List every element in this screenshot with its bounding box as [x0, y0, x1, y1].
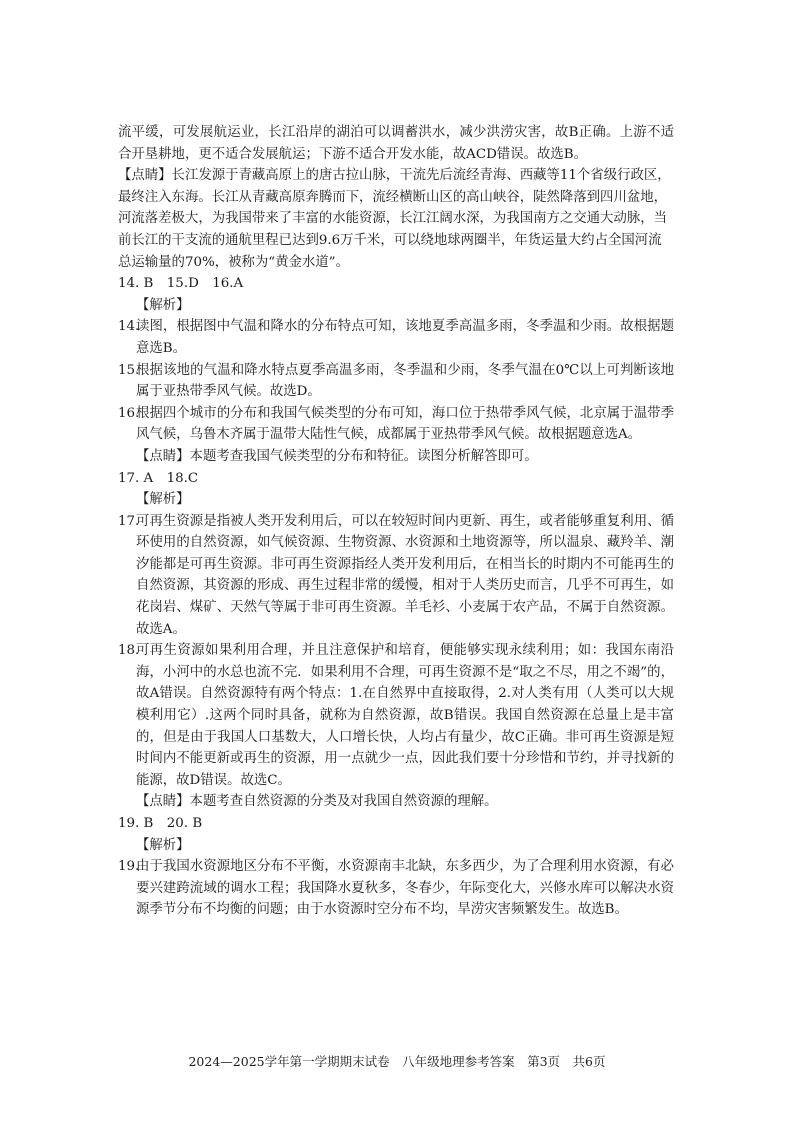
- answer-content: [118, 122, 674, 921]
- answer-line-14-16: 14. B 15.D 16.A: [118, 276, 244, 292]
- explanation-17: [118, 511, 674, 641]
- explanation-19: [118, 856, 674, 921]
- continued-explanation: 流平缓，可发展航运业，长江沿岸的湖泊可以调蓄洪水，减少洪涝灾害，故B正确。上游不适合开垦耕地，更不适合发展航运；下游不适合开发水能，故ACD错误。故选B。: [118, 125, 674, 162]
- question-number: 15.: [118, 362, 140, 378]
- page-footer: 2024—2025学年第一学期期末试卷 八年级地理参考答案 第3页 共6页: [188, 1054, 606, 1069]
- explanation-16: [118, 403, 674, 446]
- explanation-text: 根据该地的气温和降水特点夏季高温多雨，冬季温和少雨，冬季气温在0℃以上可判断该地属于亚热带季风气候。故选D。: [136, 362, 674, 400]
- answer-line-19-20: 19. B 20. B: [118, 816, 203, 831]
- explanation-text: 根据四个城市的分布和我国气候类型的分布可知，海口位于热带季风气候，北京属于温带季风气候，乌鲁木齐属于温带大陆性气候，成都属于亚热带季风气候。故根据题意选A。: [136, 405, 674, 443]
- explanation-text: 可再生资源如果利用合理，并且注意保护和培育，便能够实现永续利用；如：我国东南沿海，小河中的水总也流不完．如果利用不合理，可再生资源不是“取之不尽，用之不竭”的，故A错误。自然资源特有两个特点：1.在自然界中直接取得，2.对人类有用（人类可以大规模利用它）.这两个同时具备，就称为自然资源，故B错误。我国自然资源在总量上是丰富的，但是由于我国人口基数大，人口增长快，人均占有量少，故C正确。非可再生资源是短时间内不能更新或再生的资源，用一点就少一点，因此我们要十分珍惜和节约，并寻找新的能源，故D错误。故选C。: [136, 643, 674, 788]
- answer-line-17-18: 17. A 18.C: [118, 470, 199, 486]
- question-number: 19.: [118, 859, 140, 875]
- analysis-heading: 【解析】: [136, 837, 190, 853]
- question-number: 17.: [118, 513, 140, 529]
- explanation-14: [118, 316, 674, 359]
- explanation-18: [118, 640, 674, 791]
- point-note-18: 【点睛】本题考查自然资源的分类及对我国自然资源的理解。: [136, 794, 498, 810]
- explanation-text: 读图，根据图中气温和降水的分布特点可知，该地夏季高温多雨，冬季温和少雨。故根据题意选B。: [136, 319, 674, 356]
- explanation-text: 由于我国水资源地区分布不平衡，水资源南丰北缺，东多西少，为了合理利用水资源，有必要兴建跨流域的调水工程；我国降水夏秋多，冬春少，年际变化大，兴修水库可以解决水资源季节分布不均衡的问题；由于水资源时空分布不均，旱涝灾害频繁发生。故选B。: [136, 859, 674, 918]
- question-number: 16.: [118, 405, 140, 421]
- point-note-16: 【点睛】本题考查我国气候类型的分布和特征。读图分析解答即可。: [136, 448, 538, 464]
- explanation-text: 可再生资源是指被人类开发利用后，可以在较短时间内更新、再生，或者能够重复利用、循环使用的自然资源，如气候资源、生物资源、水资源和土地资源等，所以温泉、藏羚羊、潮汐能都是可再生资源。非可再生资源指经人类开发利用后，在相当长的时期内不可能再生的自然资源，其资源的形成、再生过程非常的缓慢，相对于人类历史而言，几乎不可再生，如花岗岩、煤矿、天然气等属于非可再生资源。羊毛衫、小麦属于农产品，不属于自然资源。故选A。: [136, 513, 674, 637]
- analysis-heading: 【解析】: [136, 297, 190, 313]
- explanation-15: [118, 360, 674, 403]
- question-number: 14.: [118, 319, 140, 335]
- analysis-heading: 【解析】: [136, 492, 190, 508]
- question-number: 18.: [118, 643, 140, 659]
- point-note-13: 【点睛】长江发源于青藏高原上的唐古拉山脉，干流先后流经青海、西藏等11个省级行政区，最终注入东海。长江从青藏高原奔腾而下，流经横断山区的高山峡谷，陡然降落到四川盆地，河流落差极大，为我国带来了丰富的水能资源，长江江阔水深，为我国南方之交通大动脉，当前长江的干支流的通航里程已达到9.6万千米，可以绕地球两圈半，年货运量大约占全国河流总运输量的70%，被称为“黄金水道”。: [118, 168, 671, 270]
